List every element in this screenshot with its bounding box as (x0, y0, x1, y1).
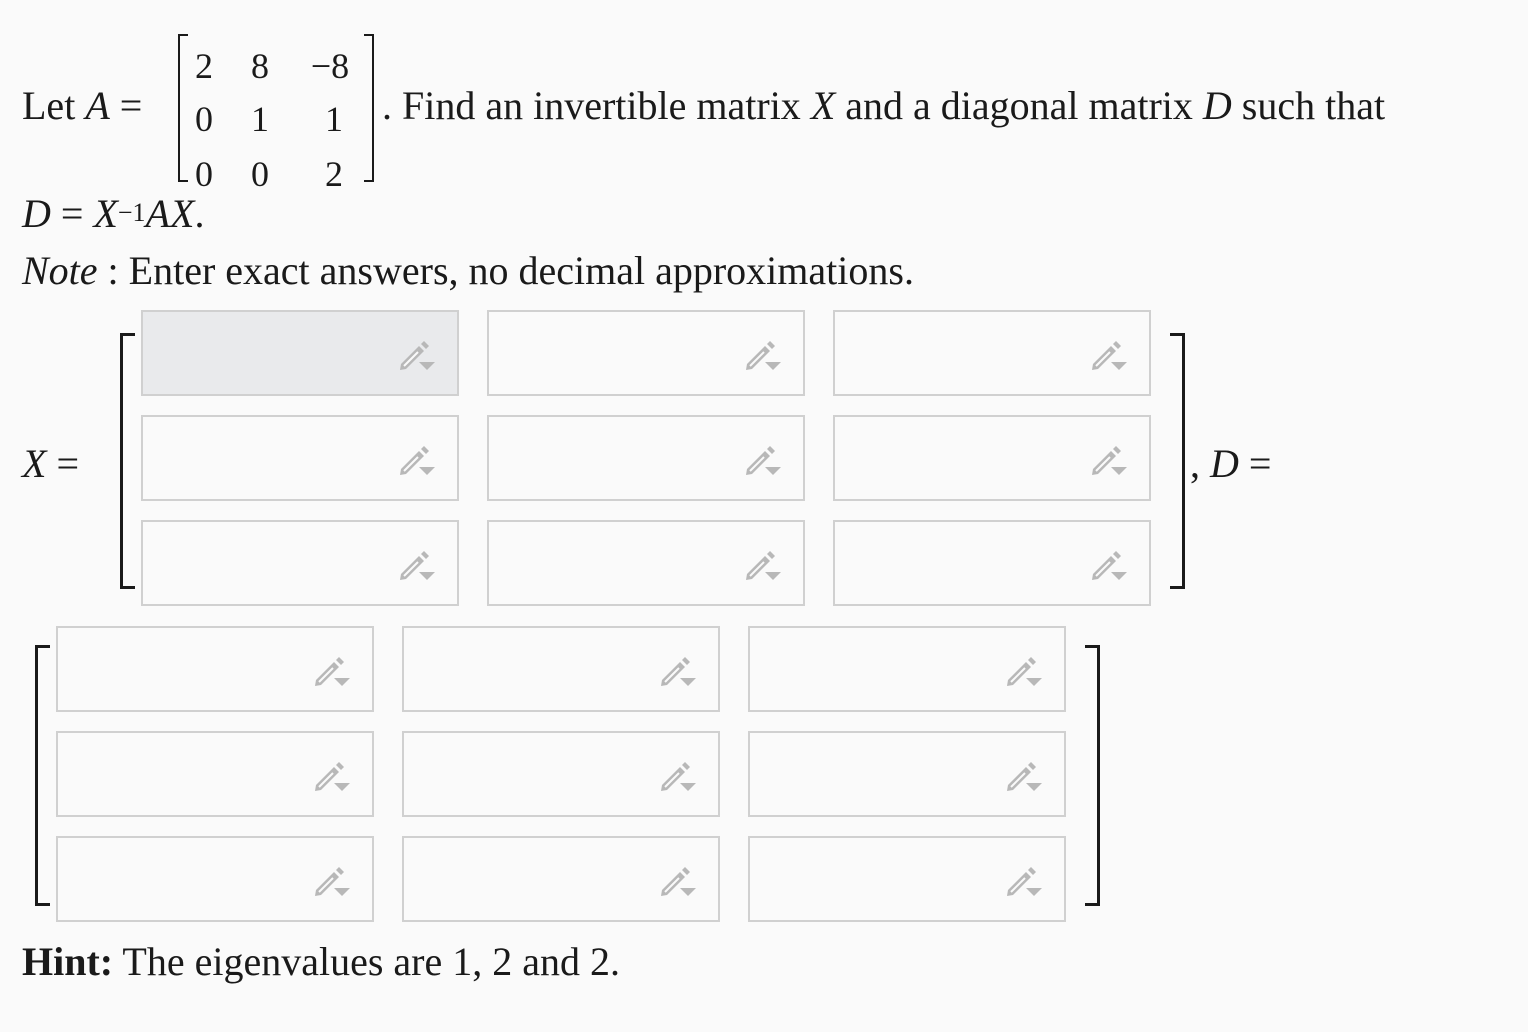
pencil-dropdown-icon[interactable] (310, 759, 352, 795)
eq-x: X (93, 191, 118, 236)
d-matrix-field-r2c3[interactable] (748, 731, 1066, 817)
d-comma: , (1190, 441, 1210, 486)
hint-text: The eigenvalues are 1, 2 and 2. (113, 939, 620, 984)
d-matrix-input[interactable] (756, 634, 1000, 706)
matrix-a-cell: 2 (325, 154, 343, 194)
matrix-a-cell: 1 (251, 99, 269, 139)
pencil-dropdown-icon[interactable] (656, 654, 698, 690)
x-matrix-field-r1c1[interactable] (141, 310, 459, 396)
x-label: X (22, 441, 47, 486)
d-matrix-field-r3c2[interactable] (402, 836, 720, 922)
matrix-a-right-bracket (364, 34, 374, 182)
x-matrix-field-r2c3[interactable] (833, 415, 1151, 501)
sentence-part: and a diagonal matrix (835, 83, 1203, 128)
x-matrix-input[interactable] (495, 318, 739, 390)
x-matrix-input[interactable] (841, 318, 1085, 390)
pencil-dropdown-icon[interactable] (741, 443, 783, 479)
var-x: X (810, 83, 836, 128)
d-equals-label (1190, 442, 1271, 486)
hint-label: Hint: (22, 939, 114, 984)
matrix-a-cell: 0 (251, 154, 269, 194)
pencil-dropdown-icon[interactable] (310, 654, 352, 690)
x-matrix-field-r1c2[interactable] (487, 310, 805, 396)
pencil-dropdown-icon[interactable] (1087, 338, 1129, 374)
d-matrix-input[interactable] (756, 844, 1000, 916)
var-d: D (1202, 83, 1232, 128)
d-matrix-left-bracket (35, 645, 50, 906)
x-matrix-input[interactable] (149, 423, 393, 495)
pencil-dropdown-icon[interactable] (1087, 548, 1129, 584)
equals-sign: = (109, 83, 143, 128)
d-matrix-field-r2c1[interactable] (56, 731, 374, 817)
pencil-dropdown-icon[interactable] (395, 548, 437, 584)
matrix-a-cell: 1 (325, 99, 343, 139)
problem-sentence (382, 84, 1385, 128)
var-a: A (85, 83, 110, 128)
let-text: Let (22, 83, 86, 128)
x-matrix-field-r2c2[interactable] (487, 415, 805, 501)
x-matrix-field-r3c3[interactable] (833, 520, 1151, 606)
d-matrix-field-r3c3[interactable] (748, 836, 1066, 922)
d-matrix-input[interactable] (64, 634, 308, 706)
pencil-dropdown-icon[interactable] (656, 759, 698, 795)
matrix-a (178, 34, 374, 194)
x-matrix-field-r3c1[interactable] (141, 520, 459, 606)
matrix-a-cell: 0 (195, 154, 213, 194)
x-matrix-input[interactable] (149, 528, 393, 600)
matrix-a-cell: 0 (195, 99, 213, 139)
eq-ax: AX (145, 191, 195, 236)
pencil-dropdown-icon[interactable] (741, 338, 783, 374)
x-equals: = (46, 441, 79, 486)
d-matrix-field-r2c2[interactable] (402, 731, 720, 817)
d-matrix-input[interactable] (64, 739, 308, 811)
d-matrix-right-bracket (1085, 645, 1100, 906)
sentence-part: . Find an invertible matrix (382, 83, 811, 128)
note-text: : Enter exact answers, no decimal approximations. (97, 248, 914, 293)
d-matrix-input[interactable] (756, 739, 1000, 811)
x-matrix-field-r2c1[interactable] (141, 415, 459, 501)
x-matrix-right-bracket (1170, 333, 1185, 589)
d-matrix-input[interactable] (410, 634, 654, 706)
x-equals-label (22, 442, 79, 486)
hint-line (22, 940, 620, 984)
pencil-dropdown-icon[interactable] (741, 548, 783, 584)
note-label: Note (22, 248, 98, 293)
matrix-a-cell: 2 (195, 46, 213, 86)
x-matrix-left-bracket (120, 333, 135, 589)
x-matrix-input[interactable] (495, 528, 739, 600)
pencil-dropdown-icon[interactable] (395, 443, 437, 479)
d-matrix-field-r1c3[interactable] (748, 626, 1066, 712)
eq-d: D (22, 191, 51, 236)
d-matrix-field-r1c1[interactable] (56, 626, 374, 712)
x-matrix-input[interactable] (495, 423, 739, 495)
d-label: D (1210, 441, 1239, 486)
eq-equals: = (50, 191, 94, 236)
x-matrix-input[interactable] (841, 423, 1085, 495)
eq-exponent: −1 (117, 198, 146, 227)
pencil-dropdown-icon[interactable] (310, 864, 352, 900)
sentence-part: such that (1231, 83, 1386, 128)
d-matrix-input[interactable] (64, 844, 308, 916)
eq-period: . (194, 191, 205, 236)
matrix-a-cell: −8 (310, 46, 350, 86)
x-matrix-field-r3c2[interactable] (487, 520, 805, 606)
d-matrix-field-r3c1[interactable] (56, 836, 374, 922)
pencil-dropdown-icon[interactable] (1002, 654, 1044, 690)
d-equals: = (1238, 441, 1272, 486)
d-matrix-input[interactable] (410, 739, 654, 811)
pencil-dropdown-icon[interactable] (395, 338, 437, 374)
x-matrix-field-r1c3[interactable] (833, 310, 1151, 396)
problem-intro (22, 84, 142, 128)
pencil-dropdown-icon[interactable] (1002, 759, 1044, 795)
pencil-dropdown-icon[interactable] (656, 864, 698, 900)
x-matrix-input[interactable] (841, 528, 1085, 600)
matrix-a-cell: 8 (251, 46, 269, 86)
d-matrix-input[interactable] (410, 844, 654, 916)
equation-d-xax (22, 192, 204, 241)
pencil-dropdown-icon[interactable] (1087, 443, 1129, 479)
d-matrix-field-r1c2[interactable] (402, 626, 720, 712)
x-matrix-input[interactable] (149, 318, 393, 390)
pencil-dropdown-icon[interactable] (1002, 864, 1044, 900)
note-line (22, 249, 914, 293)
